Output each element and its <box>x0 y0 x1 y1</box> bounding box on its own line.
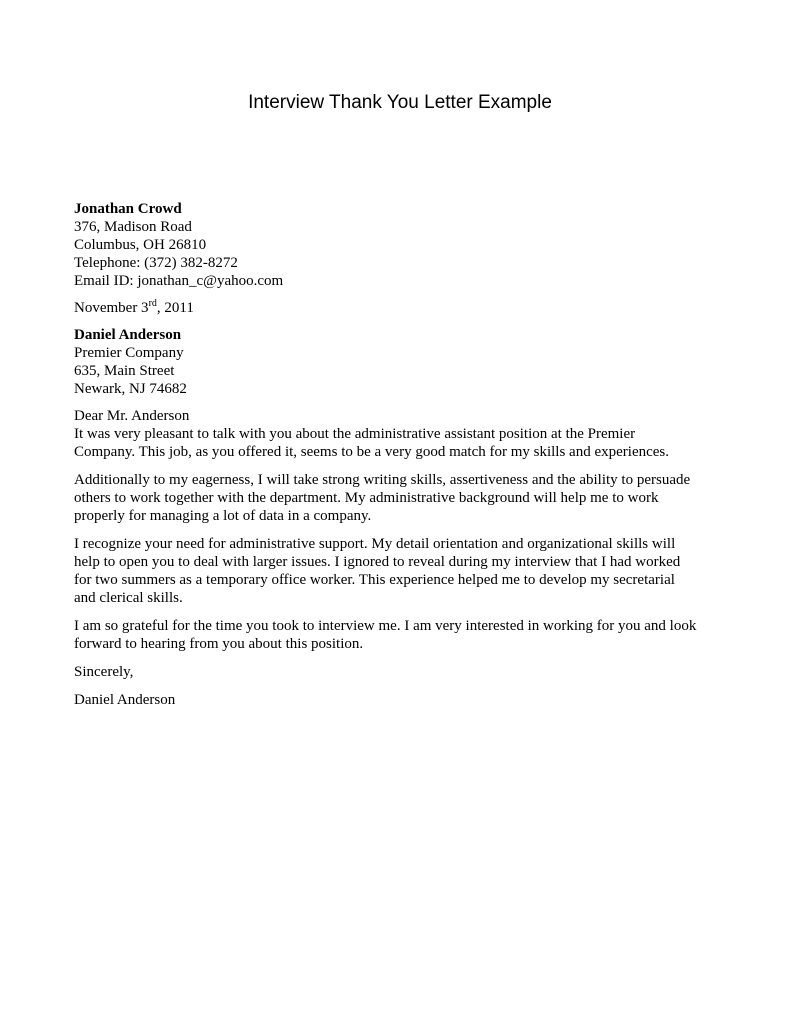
sender-name: Jonathan Crowd <box>74 201 182 217</box>
body-paragraph-3 <box>74 535 734 607</box>
sender-block <box>74 200 734 290</box>
paragraph-line: Company. This job, as you offered it, seems to be a very good match for my skills and experiences. <box>74 444 670 460</box>
paragraph-line: properly for managing a lot of data in a company. <box>74 508 372 524</box>
paragraph-line: and clerical skills. <box>74 590 183 606</box>
recipient-block <box>74 326 734 398</box>
closing: Sincerely, <box>74 664 134 680</box>
body-paragraph-1 <box>74 425 734 461</box>
recipient-address-line2: Newark, NJ 74682 <box>74 381 187 397</box>
paragraph-line: I am so grateful for the time you took to interview me. I am very interested in working for you and look <box>74 618 697 634</box>
paragraph-line: forward to hearing from you about this position. <box>74 636 364 652</box>
paragraph-line: help to open you to deal with larger issues. I ignored to reveal during my interview that I had worked <box>74 554 681 570</box>
page-title: Interview Thank You Letter Example <box>248 92 552 113</box>
paragraph-line: others to work together with the department. My administrative background will help me to work <box>74 490 659 506</box>
sender-email: Email ID: jonathan_c@yahoo.com <box>74 273 284 289</box>
letter-date <box>74 299 734 317</box>
salutation: Dear Mr. Anderson <box>74 408 190 424</box>
paragraph-line: Additionally to my eagerness, I will take strong writing skills, assertiveness and the ability to persuade <box>74 472 691 488</box>
paragraph-line: It was very pleasant to talk with you about the administrative assistant position at the Premier <box>74 426 636 442</box>
paragraph-line: I recognize your need for administrative support. My detail orientation and organizational skills will <box>74 536 676 552</box>
date-year: , 2011 <box>156 300 194 316</box>
sender-address-line1: 376, Madison Road <box>74 219 192 235</box>
body-paragraph-4 <box>74 617 734 653</box>
recipient-name: Daniel Anderson <box>74 327 182 343</box>
recipient-address-line1: 635, Main Street <box>74 363 175 379</box>
signature: Daniel Anderson <box>74 692 176 708</box>
paragraph-line: for two summers as a temporary office worker. This experience helped me to develop my secretarial <box>74 572 675 588</box>
sender-address-line2: Columbus, OH 26810 <box>74 237 207 253</box>
sender-telephone: Telephone: (372) 382-8272 <box>74 255 238 271</box>
date-month-day: November 3 <box>74 300 149 316</box>
body-paragraph-2 <box>74 471 734 525</box>
date-suffix: rd <box>148 298 157 309</box>
letter-body <box>74 200 734 709</box>
recipient-company: Premier Company <box>74 345 184 361</box>
